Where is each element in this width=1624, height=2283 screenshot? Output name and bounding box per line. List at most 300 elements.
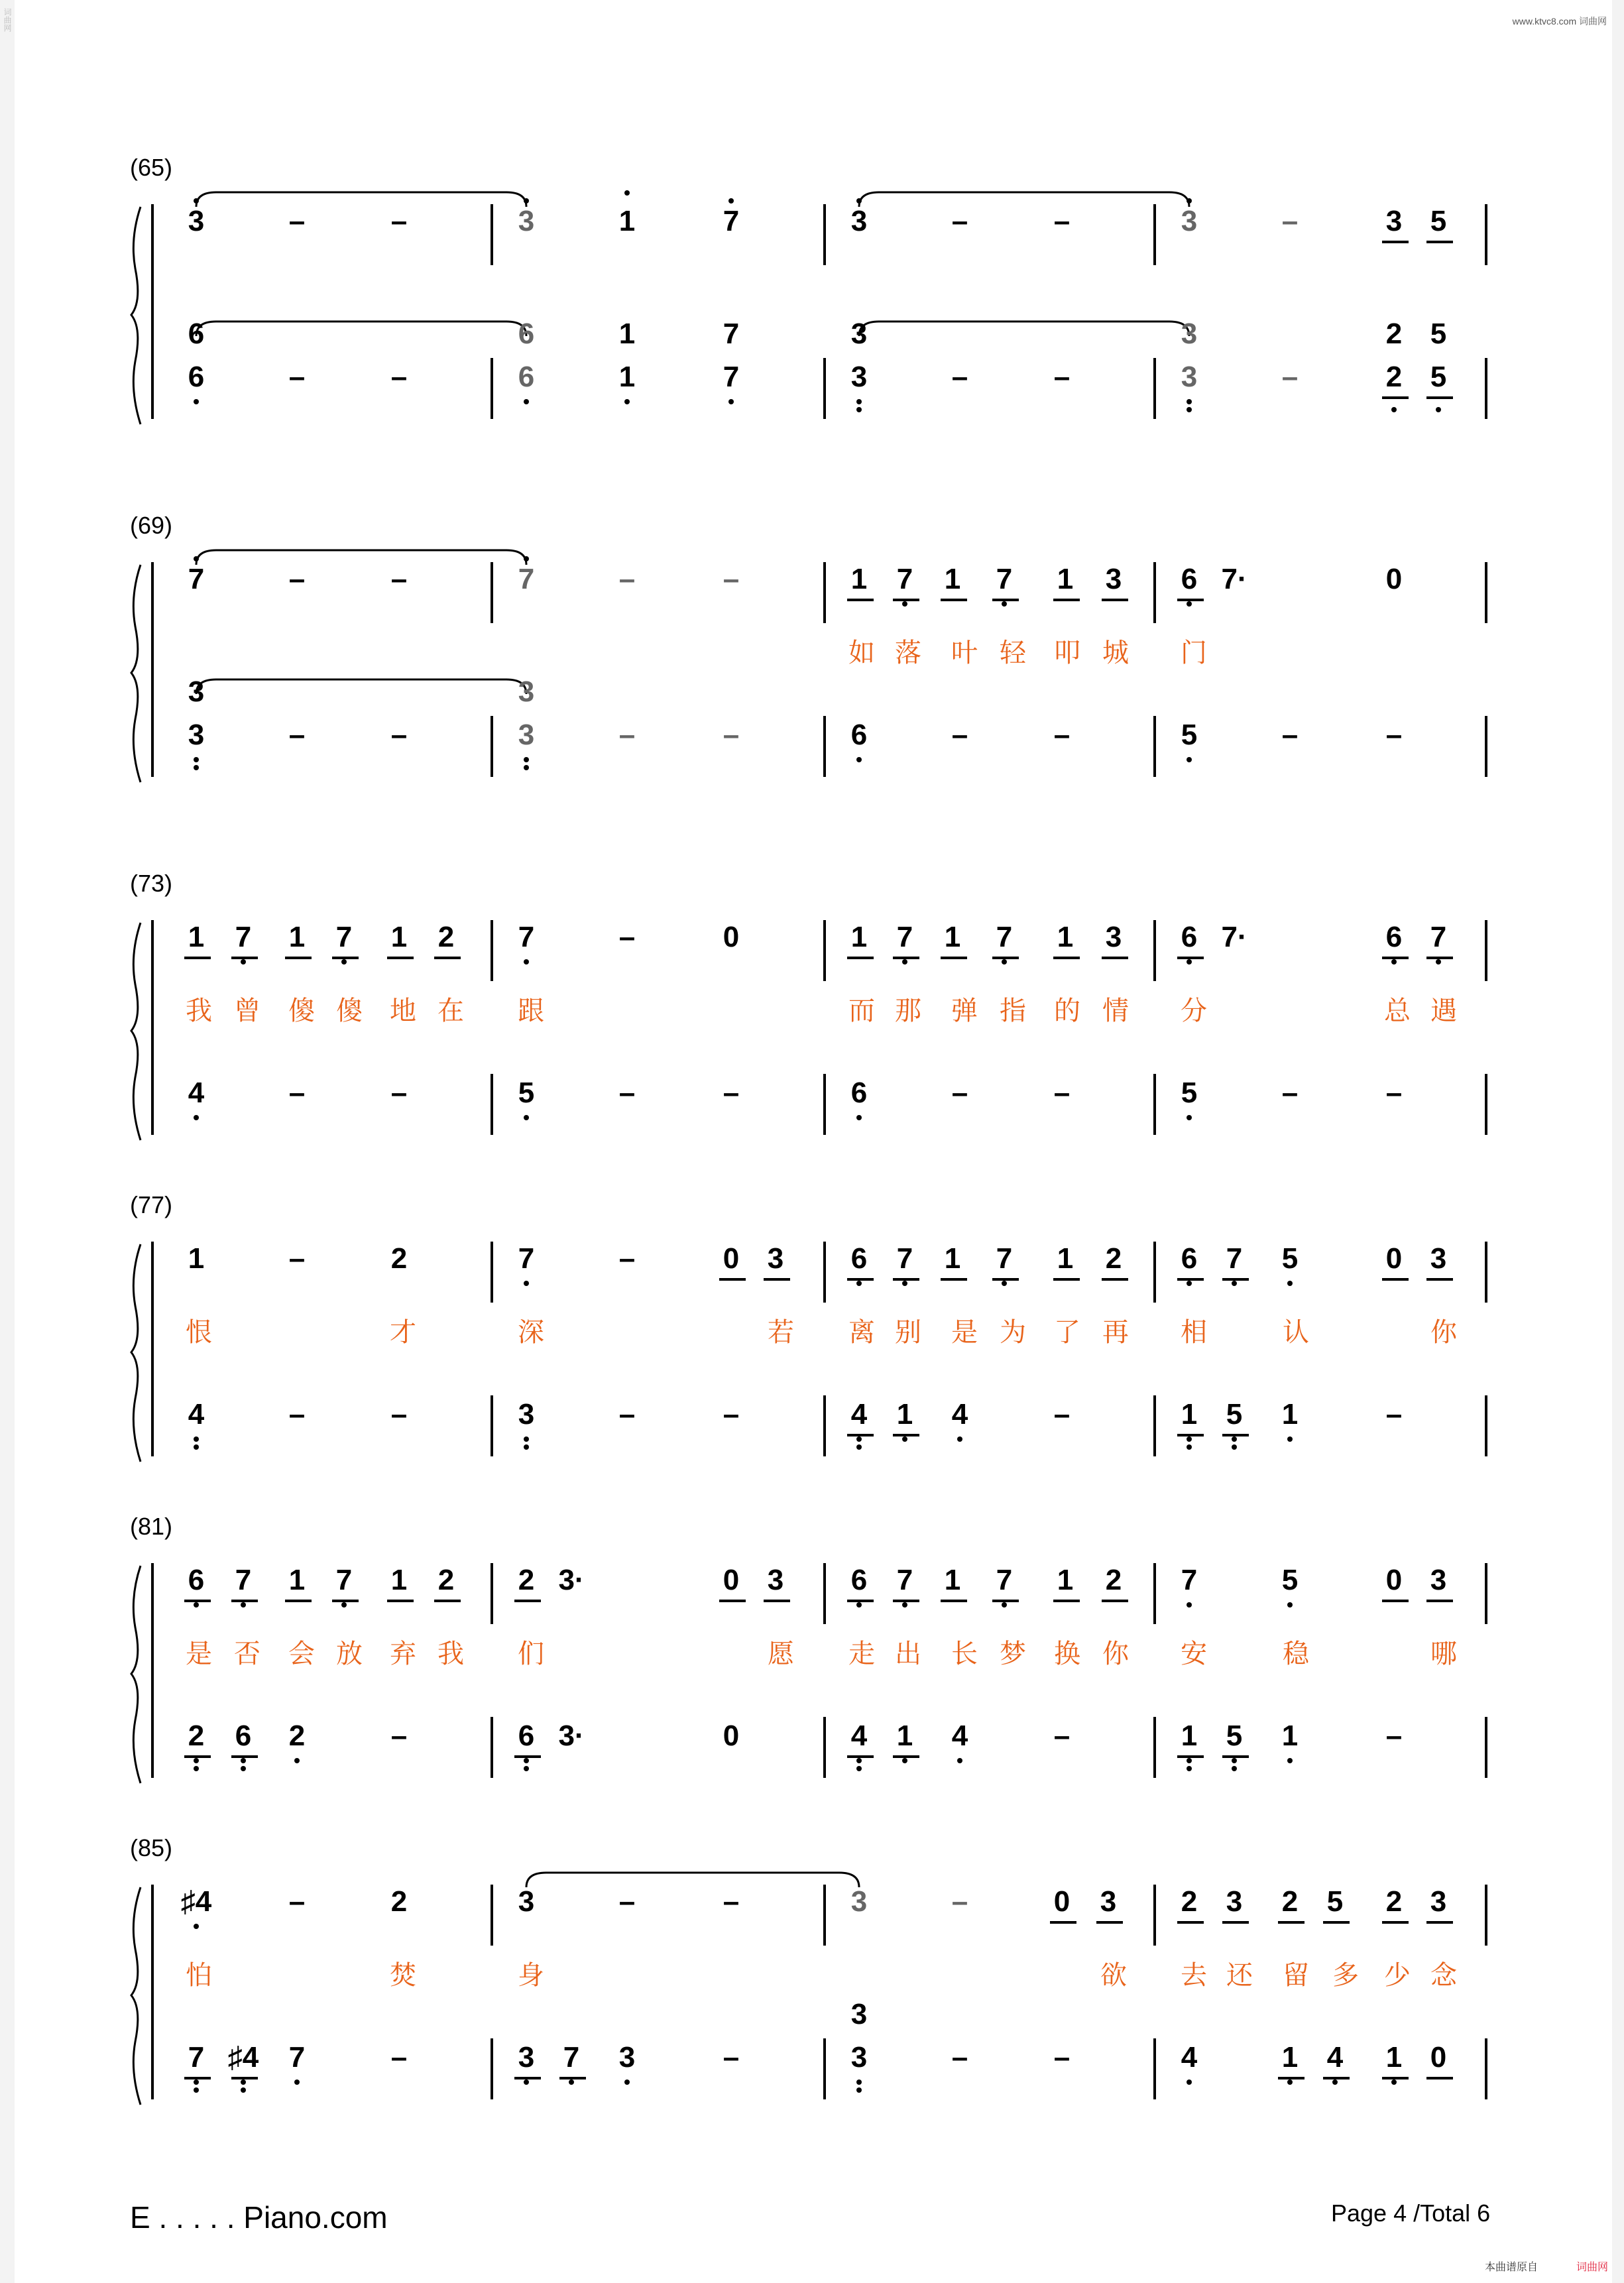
note-upper: 6 xyxy=(1181,563,1198,595)
octave-dot xyxy=(1187,407,1192,412)
octave-dot xyxy=(1187,1436,1192,1442)
measure-number: (69) xyxy=(130,512,173,539)
barline xyxy=(491,1395,493,1456)
note-upper: 2 xyxy=(1385,1885,1403,1918)
note-upper: 1 xyxy=(1057,921,1074,953)
note-upper: 7 xyxy=(896,1242,913,1275)
note-upper: 5 xyxy=(1281,1564,1299,1596)
lyric-char: 是 xyxy=(951,1317,978,1348)
eighth-underline xyxy=(1177,1278,1204,1281)
lyric-char: 出 xyxy=(895,1639,921,1669)
octave-dot xyxy=(957,1436,962,1442)
lyric-char: 还 xyxy=(1226,1960,1253,1991)
barline xyxy=(1153,204,1156,265)
note-upper: 1 xyxy=(944,1242,961,1275)
octave-dot xyxy=(194,1436,199,1442)
system-brace xyxy=(131,1887,141,2105)
lyric-char: 总 xyxy=(1384,996,1411,1026)
octave-dot xyxy=(1187,1758,1192,1763)
note-lower: – xyxy=(618,1077,636,1109)
note-upper: – xyxy=(618,563,636,595)
tie-slur xyxy=(196,192,526,207)
note-lower: 3 xyxy=(1181,318,1198,350)
note-lower: 0 xyxy=(723,1720,740,1752)
note-upper: 3 xyxy=(1226,1885,1243,1918)
note-upper: 3 xyxy=(518,205,535,237)
octave-dot xyxy=(1436,959,1441,965)
note-lower: – xyxy=(1053,719,1071,751)
octave-dot xyxy=(1187,959,1192,965)
barline xyxy=(491,1563,493,1624)
lyric-char: 傻 xyxy=(336,996,363,1026)
note-upper: 0 xyxy=(1385,1242,1403,1275)
lyric-char: 去 xyxy=(1181,1960,1207,1991)
barline xyxy=(823,1717,826,1778)
eighth-underline xyxy=(184,1600,211,1602)
eighth-underline xyxy=(1382,396,1409,399)
note-lower: – xyxy=(723,1398,740,1431)
barline xyxy=(1485,1717,1487,1778)
note-upper: 7 xyxy=(235,1564,252,1596)
eighth-underline xyxy=(1096,1921,1123,1924)
eighth-underline xyxy=(847,1600,874,1602)
system-brace xyxy=(131,1244,141,1462)
lyric-char: 情 xyxy=(1102,996,1129,1026)
octave-dot xyxy=(1187,1444,1192,1450)
note-lower: 7 xyxy=(723,318,740,350)
eighth-underline xyxy=(1053,957,1080,959)
barline xyxy=(823,358,826,419)
octave-dot xyxy=(902,1602,907,1608)
note-upper: 2 xyxy=(1105,1564,1122,1596)
note-lower: 7 xyxy=(288,2041,306,2074)
eighth-underline xyxy=(893,599,919,601)
note-lower: 1 xyxy=(618,318,636,350)
eighth-underline xyxy=(231,957,258,959)
octave-dot xyxy=(194,198,199,204)
note-lower: – xyxy=(1281,1077,1299,1109)
lyric-char: 换 xyxy=(1054,1639,1080,1669)
note-lower: 1 xyxy=(1281,1720,1299,1752)
eighth-underline xyxy=(1382,2077,1409,2079)
eighth-underline xyxy=(893,1278,919,1281)
octave-dot xyxy=(856,399,862,404)
note-upper: 7· xyxy=(1221,563,1247,595)
octave-dot xyxy=(524,1758,529,1763)
eighth-underline xyxy=(1426,1921,1453,1924)
note-upper: 7 xyxy=(996,1242,1013,1275)
lyric-char: 我 xyxy=(186,996,212,1026)
eighth-underline xyxy=(992,957,1019,959)
barline xyxy=(1485,1074,1487,1135)
octave-dot xyxy=(524,399,529,404)
octave-dot xyxy=(194,1758,199,1763)
eighth-underline xyxy=(992,1278,1019,1281)
octave-dot xyxy=(902,1281,907,1286)
eighth-underline xyxy=(1177,1921,1204,1924)
note-lower: 1 xyxy=(1385,2041,1403,2074)
barline xyxy=(151,358,154,419)
eighth-underline xyxy=(231,2077,258,2079)
note-upper: 3 xyxy=(850,205,868,237)
note-upper: 7 xyxy=(188,563,205,595)
note-upper: 1 xyxy=(188,1242,205,1275)
note-lower: 3 xyxy=(850,361,868,393)
lyric-char: 走 xyxy=(848,1639,875,1669)
note-lower: 1 xyxy=(1281,2041,1299,2074)
barline xyxy=(823,562,826,623)
lyric-char: 是 xyxy=(186,1639,212,1669)
note-lower: 5 xyxy=(1181,1077,1198,1109)
note-upper: 3 xyxy=(1430,1564,1447,1596)
lyric-char: 多 xyxy=(1332,1960,1359,1991)
lyric-char: 如 xyxy=(848,638,875,668)
octave-dot xyxy=(728,198,734,204)
barline xyxy=(1153,1885,1156,1946)
octave-dot xyxy=(524,2079,529,2085)
note-upper: 7 xyxy=(896,921,913,953)
eighth-underline xyxy=(1382,1921,1409,1924)
octave-dot xyxy=(902,959,907,965)
tie-slur xyxy=(196,550,526,565)
note-lower: 4 xyxy=(188,1077,205,1109)
barline xyxy=(1153,920,1156,981)
barline xyxy=(491,204,493,265)
page-indicator: Page 4 /Total 6 xyxy=(1331,2199,1491,2227)
note-upper: – xyxy=(951,205,968,237)
lyric-char: 离 xyxy=(848,1317,875,1348)
octave-dot xyxy=(902,601,907,607)
note-lower: 4 xyxy=(1181,2041,1198,2074)
note-lower: – xyxy=(390,1077,408,1109)
lyric-char: 愿 xyxy=(768,1639,794,1669)
note-lower: – xyxy=(390,2041,408,2074)
octave-dot xyxy=(524,1766,529,1771)
octave-dot xyxy=(856,1436,862,1442)
octave-dot xyxy=(1002,1602,1007,1608)
source-label: 本曲谱原自 xyxy=(1484,2262,1538,2273)
note-lower: 3 xyxy=(518,1398,535,1431)
note-upper: 3 xyxy=(850,1885,868,1918)
note-upper: 1 xyxy=(944,921,961,953)
lyric-char: 若 xyxy=(768,1317,794,1348)
eighth-underline xyxy=(764,1278,790,1281)
barline xyxy=(823,2038,826,2099)
lyric-char: 别 xyxy=(895,1317,921,1348)
note-lower: 7 xyxy=(563,2041,580,2074)
note-upper: – xyxy=(390,563,408,595)
note-lower: 3 xyxy=(1181,361,1198,393)
lyric-char: 深 xyxy=(518,1317,544,1348)
note-lower: – xyxy=(390,1720,408,1752)
note-upper: – xyxy=(723,1885,740,1918)
barline xyxy=(491,2038,493,2099)
barline xyxy=(151,2038,154,2099)
lyric-char: 轻 xyxy=(1000,638,1026,668)
octave-dot xyxy=(1002,959,1007,965)
note-upper: 5 xyxy=(1281,1242,1299,1275)
octave-dot xyxy=(1187,399,1192,404)
note-upper: 1 xyxy=(1057,1242,1074,1275)
octave-dot xyxy=(1232,1766,1237,1771)
note-upper: 1 xyxy=(288,1564,306,1596)
barline xyxy=(1153,1242,1156,1303)
barline xyxy=(151,1717,154,1778)
barline xyxy=(491,1242,493,1303)
lyric-char: 弹 xyxy=(951,996,978,1026)
eighth-underline xyxy=(1177,599,1204,601)
tie-slur xyxy=(196,322,526,336)
eighth-underline xyxy=(387,1600,414,1602)
note-upper: 6 xyxy=(850,1242,868,1275)
octave-dot xyxy=(856,407,862,412)
lyric-char: 叩 xyxy=(1054,638,1080,668)
octave-dot xyxy=(1332,2079,1338,2085)
octave-dot xyxy=(194,1766,199,1771)
note-upper: 3 xyxy=(1430,1242,1447,1275)
barline xyxy=(1153,716,1156,777)
system-brace xyxy=(131,923,141,1140)
note-upper: 0 xyxy=(723,921,740,953)
note-upper: 3 xyxy=(767,1242,784,1275)
octave-dot xyxy=(856,757,862,762)
barline xyxy=(1153,1717,1156,1778)
eighth-underline xyxy=(1053,1600,1080,1602)
eighth-underline xyxy=(1222,1434,1249,1436)
note-upper: 2 xyxy=(1281,1885,1299,1918)
note-lower: – xyxy=(951,2041,968,2074)
barline xyxy=(491,1717,493,1778)
octave-dot xyxy=(856,1115,862,1120)
note-upper: 6 xyxy=(1181,1242,1198,1275)
eighth-underline xyxy=(941,957,967,959)
note-lower: – xyxy=(723,2041,740,2074)
octave-dot xyxy=(856,1766,862,1771)
note-lower: 6 xyxy=(235,1720,252,1752)
barline xyxy=(1485,1395,1487,1456)
note-lower: – xyxy=(1281,719,1299,751)
octave-dot xyxy=(1287,1758,1293,1763)
note-lower: – xyxy=(1385,719,1403,751)
lyric-char: 哪 xyxy=(1430,1639,1457,1669)
lyric-char: 否 xyxy=(234,1639,261,1669)
note-upper: 1 xyxy=(1057,563,1074,595)
lyric-char: 为 xyxy=(1000,1317,1026,1348)
note-lower: 5 xyxy=(1430,361,1447,393)
octave-dot xyxy=(241,2079,246,2085)
eighth-underline xyxy=(1102,1278,1128,1281)
barline xyxy=(491,1074,493,1135)
barline xyxy=(1485,204,1487,265)
note-upper: 7 xyxy=(996,1564,1013,1596)
note-lower: 6 xyxy=(518,361,535,393)
eighth-underline xyxy=(893,957,919,959)
note-upper: – xyxy=(618,921,636,953)
eighth-underline xyxy=(1222,1278,1249,1281)
note-upper: 1 xyxy=(944,563,961,595)
note-lower: 2 xyxy=(288,1720,306,1752)
eighth-underline xyxy=(1426,1278,1453,1281)
lyric-char: 认 xyxy=(1283,1317,1309,1348)
octave-dot xyxy=(1391,2079,1397,2085)
note-upper: 7 xyxy=(1430,921,1447,953)
note-upper: 7 xyxy=(518,921,535,953)
measure-number: (77) xyxy=(130,1191,173,1218)
lyric-char: 才 xyxy=(390,1317,416,1348)
lyric-char: 你 xyxy=(1102,1639,1129,1669)
note-lower: 1 xyxy=(896,1720,913,1752)
octave-dot xyxy=(1287,1602,1293,1608)
note-upper: 7 xyxy=(996,563,1013,595)
octave-dot xyxy=(194,1602,199,1608)
octave-dot xyxy=(194,556,199,561)
note-lower: 3 xyxy=(518,719,535,751)
note-upper: 6 xyxy=(188,1564,205,1596)
barline xyxy=(1485,716,1487,777)
barline xyxy=(1153,1563,1156,1624)
note-upper: 3 xyxy=(518,1885,535,1918)
octave-dot xyxy=(1436,407,1441,412)
lyric-char: 跟 xyxy=(518,996,544,1026)
note-upper: 7 xyxy=(518,563,535,595)
note-lower: – xyxy=(951,361,968,393)
barline xyxy=(1485,920,1487,981)
note-lower: 3· xyxy=(558,1720,585,1752)
eighth-underline xyxy=(1382,957,1409,959)
octave-dot xyxy=(856,1444,862,1450)
note-upper: – xyxy=(390,205,408,237)
note-upper: 3· xyxy=(558,1564,585,1596)
lyric-char: 叶 xyxy=(951,638,978,668)
note-upper: 1 xyxy=(390,1564,408,1596)
barline xyxy=(491,358,493,419)
measure-number: (65) xyxy=(130,154,173,181)
octave-dot xyxy=(856,2079,862,2085)
note-lower: – xyxy=(1053,1077,1071,1109)
lyric-char: 在 xyxy=(437,996,464,1026)
eighth-underline xyxy=(847,1434,874,1436)
note-lower: 5 xyxy=(1430,318,1447,350)
note-lower: – xyxy=(390,361,408,393)
octave-dot xyxy=(524,765,529,770)
eighth-underline xyxy=(1382,241,1409,243)
note-upper: 3 xyxy=(188,205,205,237)
eighth-underline xyxy=(719,1278,746,1281)
eighth-underline xyxy=(1177,957,1204,959)
measure-number: (73) xyxy=(130,870,173,897)
note-upper: 2 xyxy=(437,1564,455,1596)
eighth-underline xyxy=(893,1600,919,1602)
octave-dot xyxy=(241,1766,246,1771)
lyric-char: 梦 xyxy=(1000,1639,1026,1669)
octave-dot xyxy=(294,2079,300,2085)
note-lower: 7 xyxy=(723,361,740,393)
note-upper: 3 xyxy=(1105,921,1122,953)
lyric-char: 你 xyxy=(1430,1317,1457,1348)
note-upper: – xyxy=(723,563,740,595)
octave-dot xyxy=(902,1758,907,1763)
lyric-char: 分 xyxy=(1181,996,1207,1026)
lyric-char: 安 xyxy=(1181,1639,1207,1669)
octave-dot xyxy=(1187,2079,1192,2085)
note-lower: – xyxy=(1053,2041,1071,2074)
octave-dot xyxy=(1287,1436,1293,1442)
eighth-underline xyxy=(1222,1921,1249,1924)
note-lower: – xyxy=(1053,1398,1071,1431)
lyric-char: 城 xyxy=(1102,638,1129,668)
note-lower: 3 xyxy=(850,1998,868,2030)
note-lower: 2 xyxy=(188,1720,205,1752)
note-lower: 3 xyxy=(850,2041,868,2074)
note-lower: 6 xyxy=(518,1720,535,1752)
tie-slur xyxy=(859,192,1189,207)
note-lower: – xyxy=(723,719,740,751)
eighth-underline xyxy=(1278,1921,1305,1924)
note-upper: 2 xyxy=(437,921,455,953)
barline xyxy=(823,1563,826,1624)
eighth-underline xyxy=(514,1755,541,1758)
note-lower: – xyxy=(390,719,408,751)
note-lower: 4 xyxy=(850,1398,868,1431)
note-upper: – xyxy=(288,1885,306,1918)
system-brace xyxy=(131,207,141,424)
barline xyxy=(491,716,493,777)
eighth-underline xyxy=(559,2077,586,2079)
note-upper: 7 xyxy=(235,921,252,953)
note-upper: 0 xyxy=(723,1242,740,1275)
lyric-char: 会 xyxy=(288,1639,315,1669)
note-lower: 6 xyxy=(518,318,535,350)
barline xyxy=(1485,358,1487,419)
note-lower: – xyxy=(618,1398,636,1431)
system-brace xyxy=(131,565,141,782)
note-upper: 0 xyxy=(1385,563,1403,595)
lyric-char: 长 xyxy=(951,1639,978,1669)
lyric-char: 而 xyxy=(848,996,875,1026)
octave-dot xyxy=(1002,1281,1007,1286)
octave-dot xyxy=(241,1602,246,1608)
lyric-char: 我 xyxy=(437,1639,464,1669)
lyric-char: 放 xyxy=(336,1639,363,1669)
lyric-char: 再 xyxy=(1102,1317,1129,1348)
eighth-underline xyxy=(847,1755,874,1758)
lyric-char: 了 xyxy=(1054,1317,1080,1348)
note-upper: 2 xyxy=(518,1564,535,1596)
note-lower: 5 xyxy=(1226,1398,1243,1431)
note-lower: 7 xyxy=(188,2041,205,2074)
octave-dot xyxy=(241,2087,246,2093)
octave-dot xyxy=(1187,1602,1192,1608)
note-upper: – xyxy=(618,1242,636,1275)
lyric-char: 曾 xyxy=(234,996,261,1026)
lyric-char: 指 xyxy=(1000,996,1026,1026)
octave-dot xyxy=(1391,959,1397,965)
note-upper: – xyxy=(1053,205,1071,237)
note-lower: 4 xyxy=(188,1398,205,1431)
note-upper: 0 xyxy=(1385,1564,1403,1596)
octave-dot xyxy=(1232,1281,1237,1286)
note-lower: 2 xyxy=(1385,361,1403,393)
barline xyxy=(491,1885,493,1946)
system-brace xyxy=(131,1566,141,1783)
note-lower: 6 xyxy=(188,318,205,350)
note-lower: – xyxy=(1385,1720,1403,1752)
note-lower: – xyxy=(1385,1077,1403,1109)
eighth-underline xyxy=(941,1278,967,1281)
octave-dot xyxy=(524,757,529,762)
note-upper: 5 xyxy=(1326,1885,1344,1918)
note-lower: – xyxy=(951,1077,968,1109)
